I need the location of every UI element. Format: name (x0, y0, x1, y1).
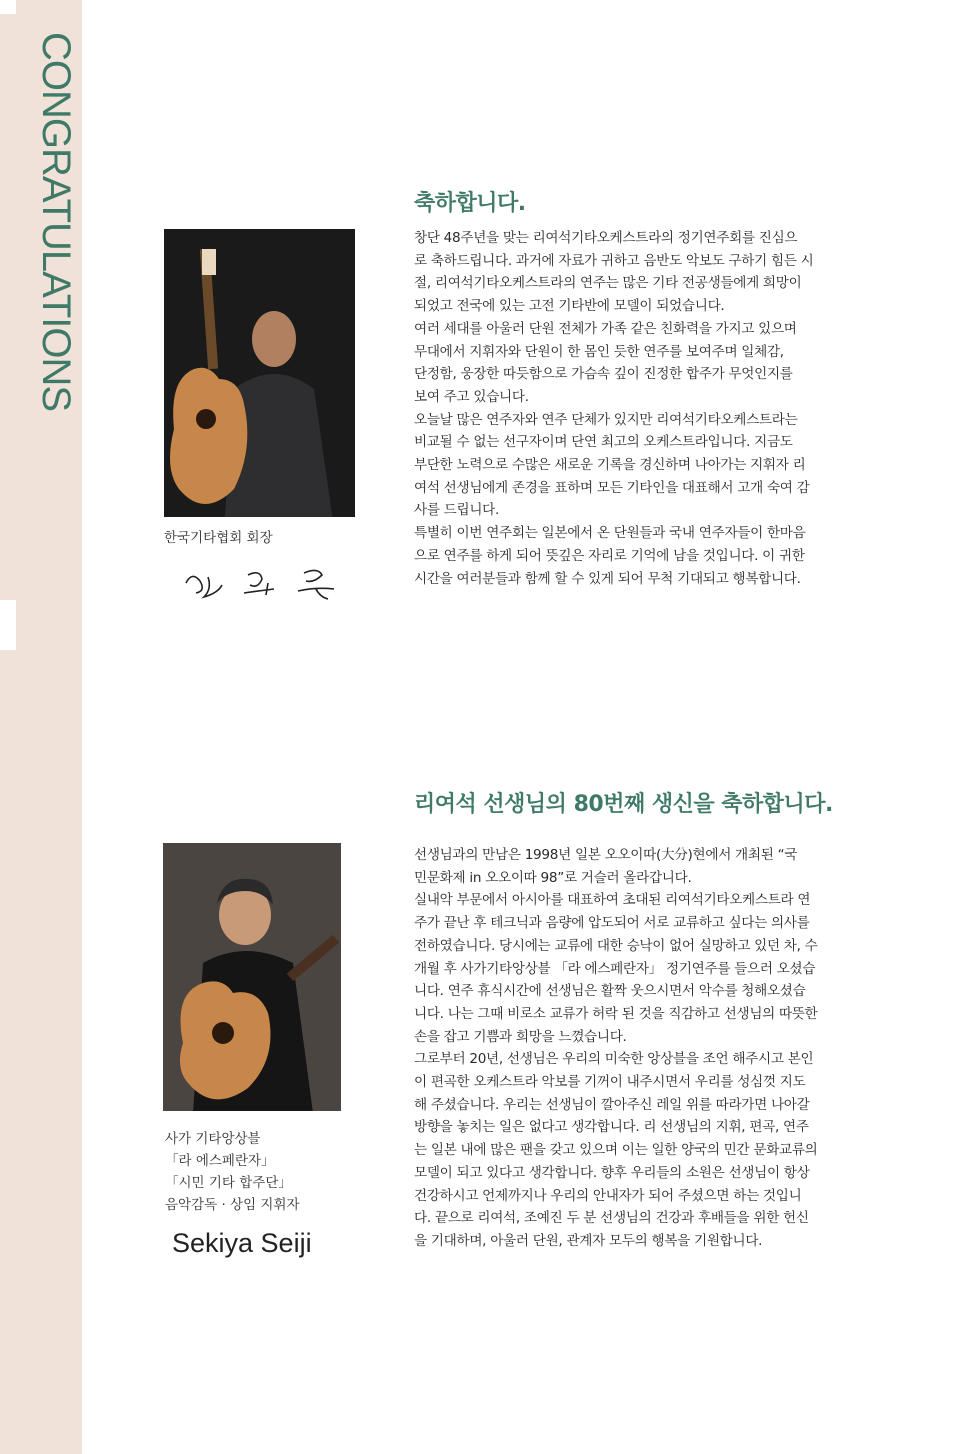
body-line: 방향을 놓치는 일은 없다고 생각합니다. 리 선생님의 지휘, 편곡, 연주 (414, 1119, 809, 1136)
section1-heading: 축하합니다. (414, 191, 526, 216)
side-band-gap (0, 0, 16, 14)
caption-line: 음악감독 · 상임 지휘자 (165, 1197, 300, 1213)
body-line: 는 일본 내에 많은 팬을 갖고 있으며 이는 일한 양국의 민간 문화교류의 (414, 1142, 818, 1159)
body-line: 무대에서 지휘자와 단원이 한 몸인 듯한 연주를 보여주며 일체감, (414, 343, 784, 360)
section2-body (414, 844, 890, 1253)
body-line: 주가 끝난 후 테크닉과 음량에 압도되어 서로 교류하고 싶다는 의사를 (414, 915, 810, 932)
body-line: 창단 48주년을 맞는 리여석기타오케스트라의 정기연주회를 진심으 (414, 230, 798, 246)
body-line: 선생님과의 만남은 1998년 일본 오오이따(大分)현에서 개최된 “국 (414, 847, 798, 863)
body-line: 여석 선생님에게 존경을 표하며 모든 기타인을 대표해서 고개 숙여 감 (414, 479, 810, 496)
section1-caption: 한국기타협회 회장 (164, 530, 273, 546)
body-line: 보여 주고 있습니다. (414, 388, 529, 405)
body-line: 시간을 여러분들과 함께 할 수 있게 되어 무척 기대되고 행복합니다. (414, 570, 801, 587)
body-line: 전하였습니다. 당시에는 교류에 대한 승낙이 없어 실망하고 있던 차, 수 (414, 937, 818, 954)
body-line: 특별히 이번 연주회는 일본에서 온 단원들과 국내 연주자들이 한마음 (414, 525, 806, 542)
body-line: 개월 후 사가기타앙상블 「라 에스페란자」 정기연주를 들으러 오셨습 (414, 960, 816, 977)
section1-body (414, 227, 890, 590)
body-line: 니다. 나는 그때 비로소 교류가 허락 된 것을 직감하고 선생님의 따뜻한 (414, 1005, 818, 1022)
side-band-gap (0, 600, 16, 650)
guitarist-photo-2-illustration (163, 843, 341, 1111)
handwritten-signature (178, 563, 348, 603)
body-line: 건강하시고 언제까지나 우리의 안내자가 되어 주셨으면 하는 것입니 (414, 1187, 802, 1204)
body-line: 손을 잡고 기쁨과 희망을 느꼈습니다. (414, 1028, 627, 1045)
body-line: 모델이 되고 있다고 생각합니다. 향후 우리들의 소원은 선생님이 항상 (414, 1164, 810, 1181)
caption-line: 「시민 기타 합주단」 (165, 1175, 292, 1191)
body-line: 해 주셨습니다. 우리는 선생님이 깔아주신 레일 위를 따라가면 나아갈 (414, 1096, 810, 1113)
section2-caption (165, 1128, 300, 1216)
body-line: 그로부터 20년, 선생님은 우리의 미숙한 앙상블을 조언 해주시고 본인 (414, 1051, 814, 1068)
caption-line: 「라 에스페란자」 (165, 1153, 275, 1169)
body-line: 되었고 전국에 있는 고전 기타반에 모델이 되었습니다. (414, 298, 725, 315)
body-line: 여러 세대를 아울러 단원 전체가 가족 같은 친화력을 가지고 있으며 (414, 320, 797, 337)
body-line: 니다. 연주 휴식시간에 선생님은 활짝 웃으시면서 악수를 청해오셨습 (414, 983, 806, 1000)
guitarist-photo-1 (164, 229, 355, 517)
body-line: 로 축하드립니다. 과거에 자료가 귀하고 음반도 악보도 구하기 힘든 시 (414, 252, 814, 269)
body-line: 오늘날 많은 연주자와 연주 단체가 있지만 리여석기타오케스트라는 (414, 411, 798, 428)
body-line: 으로 연주를 하게 되어 뜻깊은 자리로 기억에 남을 것입니다. 이 귀한 (414, 547, 805, 564)
section2-heading: 리여석 선생님의 80번째 생신을 축하합니다. (414, 792, 833, 817)
body-line: 실내악 부문에서 아시아를 대표하여 초대된 리여석기타오케스트라 연 (414, 892, 811, 909)
body-line: 을 기대하며, 아울러 단원, 관계자 모두의 행복을 기원합니다. (414, 1232, 763, 1249)
guitarist-photo-1-illustration (164, 229, 355, 517)
body-line: 비교될 수 없는 선구자이며 단연 최고의 오케스트라입니다. 지금도 (414, 434, 793, 451)
body-line: 절, 리여석기타오케스트라의 연주는 많은 기타 전공생들에게 희망이 (414, 275, 802, 292)
caption-line: 사가 기타앙상블 (165, 1131, 261, 1147)
body-line: 이 편곡한 오케스트라 악보를 기꺼이 내주시면서 우리를 성심껏 지도 (414, 1074, 806, 1091)
guitarist-photo-2 (163, 843, 341, 1111)
body-line: 부단한 노력으로 수많은 새로운 기록을 경신하며 나아가는 지휘자 리 (414, 457, 806, 474)
body-line: 단정함, 웅장한 따듯함으로 가슴속 깊이 진정한 합주가 무엇인지를 (414, 366, 793, 383)
body-line: 다. 끝으로 리여석, 조예진 두 분 선생님의 건강과 후배들을 위한 헌신 (414, 1210, 809, 1227)
sidebar-title: CONGRATULATIONS (34, 32, 78, 412)
body-line: 사를 드립니다. (414, 502, 500, 519)
signer-name: Sekiya Seiji (172, 1228, 312, 1258)
body-line: 민문화제 in 오오이따 98”로 거슬러 올라갑니다. (414, 869, 692, 886)
